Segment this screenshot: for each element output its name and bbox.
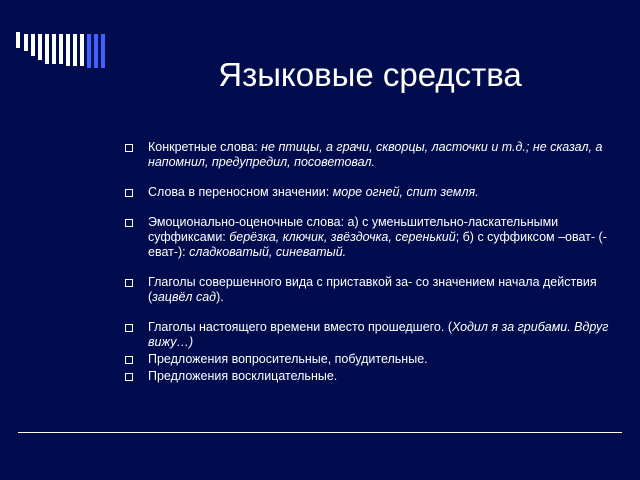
list-item: Слова в переносном значении: море огней, спит земля. <box>125 185 615 200</box>
list-item: Эмоционально-оценочные слова: а) с уменьшительно-ласкательными суффиксами: берёзка, ключик, звёздочка, серенький; б) с суффиксом –оват- (-еват-): сладковатый, синеватый. <box>125 215 615 260</box>
bottom-divider <box>18 432 622 433</box>
bullet-list <box>125 140 615 384</box>
square-bullet-icon <box>125 144 133 152</box>
square-bullet-icon <box>125 373 133 381</box>
list-item: Глаголы настоящего времени вместо прошедшего. (Ходил я за грибами. Вдруг вижу…) <box>125 320 615 350</box>
list-item: Конкретные слова: не птицы, а грачи, скворцы, ласточки и т.д.; не сказал, а напомнил, предупредил, посоветовал. <box>125 140 615 170</box>
list-item: Предложения вопросительные, побудительные. <box>125 352 615 367</box>
slide-title: Языковые средства <box>218 56 522 93</box>
square-bullet-icon <box>125 324 133 332</box>
list-item: Предложения восклицательные. <box>125 369 615 384</box>
square-bullet-icon <box>125 279 133 287</box>
square-bullet-icon <box>125 189 133 197</box>
square-bullet-icon <box>125 356 133 364</box>
decorative-stripes <box>0 0 130 70</box>
list-item: Глаголы совершенного вида с приставкой за- со значением начала действия (зацвёл сад). <box>125 275 615 305</box>
square-bullet-icon <box>125 219 133 227</box>
